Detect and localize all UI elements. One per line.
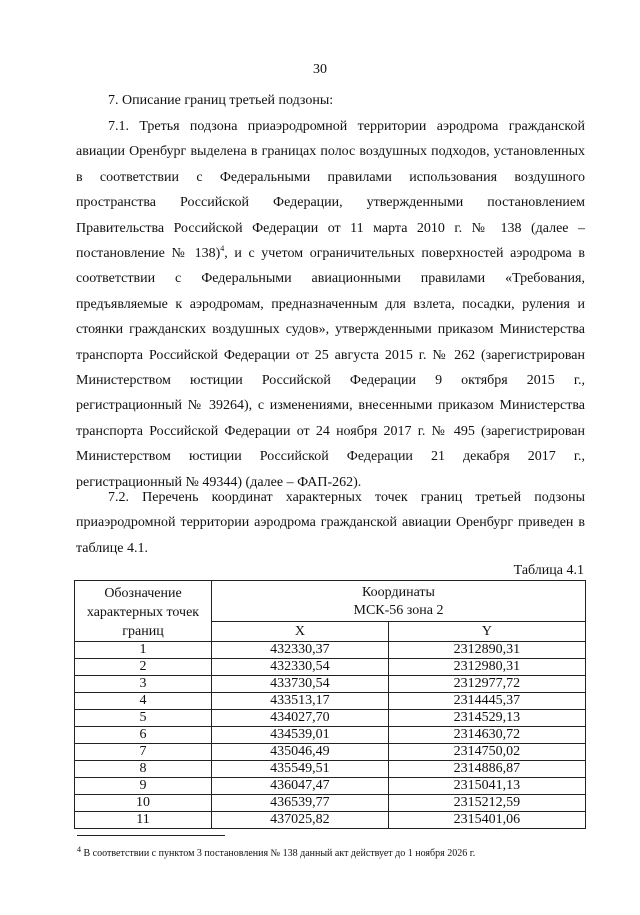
cell-y: 2315212,59 <box>388 795 585 812</box>
paragraph-7-1-part1: 7.1. Третья подзона приаэродромной территории аэродрома гражданской авиации Оренбург выделена в границах полос воздушных подходов, установленных в соответствии с Федеральными правилами использования воздушного пространства Российской Федерации, утвержденными постановлением Правительства Российской Федерации от 11 марта 2010 г. № 138 (далее – постановление № 138) <box>76 119 585 262</box>
cell-y: 2312890,31 <box>388 642 585 659</box>
cell-y: 2314445,37 <box>388 693 585 710</box>
header-coordinates <box>212 581 586 622</box>
table-row <box>75 727 586 744</box>
table-row <box>75 676 586 693</box>
cell-y: 2312980,31 <box>388 659 585 676</box>
header-coordinates-system: МСК-56 зона 2 <box>353 603 444 618</box>
cell-point-number: 2 <box>75 659 212 676</box>
footnote <box>77 845 475 859</box>
table-row <box>75 693 586 710</box>
table-caption: Таблица 4.1 <box>513 563 584 578</box>
cell-point-number: 6 <box>75 727 212 744</box>
cell-y: 2315041,13 <box>388 778 585 795</box>
cell-y: 2314529,13 <box>388 710 585 727</box>
table-row <box>75 761 586 778</box>
cell-x: 432330,37 <box>212 642 389 659</box>
paragraph-7-2: 7.2. Перечень координат характерных точек границ третьей подзоны приаэродромной территории аэродрома гражданской авиации Оренбург приведен в таблице 4.1. <box>76 490 585 556</box>
cell-y: 2314630,72 <box>388 727 585 744</box>
footnote-ref: 4 <box>220 244 225 254</box>
cell-x: 436539,77 <box>212 795 389 812</box>
coordinates-table <box>74 580 586 829</box>
cell-x: 433513,17 <box>212 693 389 710</box>
cell-point-number: 10 <box>75 795 212 812</box>
cell-point-number: 3 <box>75 676 212 693</box>
footnote-marker: 4 <box>77 845 81 854</box>
cell-x: 435046,49 <box>212 744 389 761</box>
cell-x: 434027,70 <box>212 710 389 727</box>
cell-point-number: 8 <box>75 761 212 778</box>
cell-point-number: 11 <box>75 812 212 829</box>
cell-y: 2315401,06 <box>388 812 585 829</box>
cell-y: 2314886,87 <box>388 761 585 778</box>
section-heading: 7. Описание границ третьей подзоны: <box>108 93 334 108</box>
table-row <box>75 710 586 727</box>
table-row <box>75 812 586 829</box>
page-number: 30 <box>313 62 327 77</box>
cell-y: 2314750,02 <box>388 744 585 761</box>
paragraph-7-1-part2: , и с учетом ограничительных поверхностей аэродрома в соответствии с Федеральными авиационными правилами «Требования, предъявляемые к аэродромам, предназначенным для взлета, посадки, руления и стоянки гражданских воздушных судов», утвержденными приказом Министерства транспорта Российской Федерации от 25 августа 2015 г. № 262 (зарегистрирован Министерством юстиции Российской Федерации 9 октября 2015 г., регистрационный № 39264), с изменениями, внесенными приказом Министерства транспорта Российской Федерации от 24 ноября 2017 г. № 495 (зарегистрирован Министерством юстиции Российской Федерации 21 декабря 2017 г., регистрационный № 49344) (далее – ФАП-262). <box>76 246 585 490</box>
cell-x: 436047,47 <box>212 778 389 795</box>
header-y: Y <box>388 622 585 642</box>
cell-point-number: 1 <box>75 642 212 659</box>
header-x: X <box>212 622 389 642</box>
cell-y: 2312977,72 <box>388 676 585 693</box>
cell-point-number: 4 <box>75 693 212 710</box>
cell-x: 434539,01 <box>212 727 389 744</box>
cell-x: 433730,54 <box>212 676 389 693</box>
table-body <box>75 642 586 829</box>
cell-x: 435549,51 <box>212 761 389 778</box>
cell-x: 437025,82 <box>212 812 389 829</box>
footnote-text: В соответствии с пунктом 3 постановления № 138 данный акт действует до 1 ноября 2026 г. <box>81 848 476 859</box>
paragraph-7-1 <box>76 114 585 495</box>
table-row <box>75 744 586 761</box>
table-row <box>75 778 586 795</box>
cell-point-number: 9 <box>75 778 212 795</box>
header-designation: Обозначение характерных точек границ <box>75 581 212 642</box>
footnote-divider <box>77 835 225 836</box>
table-row <box>75 642 586 659</box>
table-row <box>75 659 586 676</box>
cell-x: 432330,54 <box>212 659 389 676</box>
table-row <box>75 795 586 812</box>
cell-point-number: 5 <box>75 710 212 727</box>
header-coordinates-title: Координаты <box>362 585 435 600</box>
cell-point-number: 7 <box>75 744 212 761</box>
